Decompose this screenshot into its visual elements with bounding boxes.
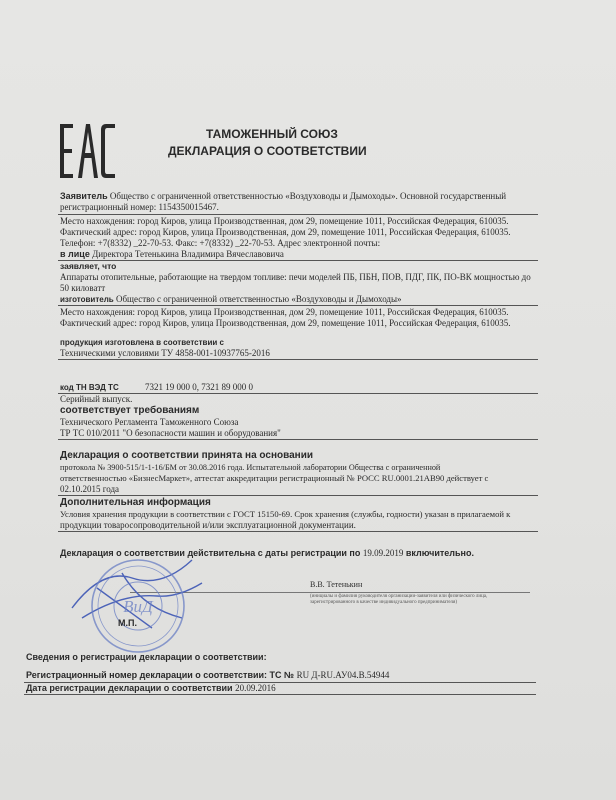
basis-line2: ответственностью «БизнесМаркет», аттестат аккредитации регистрационный № РОСС RU.0001.21АВ90 действует с bbox=[60, 473, 489, 483]
eac-logo-icon bbox=[60, 122, 116, 180]
additional-label: Дополнительная информация bbox=[60, 497, 211, 508]
requirements-line1: Технического Регламента Таможенного Союза bbox=[60, 417, 239, 427]
eac-logo bbox=[60, 122, 116, 180]
registration-number-value: RU Д-RU.АУ04.В.54944 bbox=[296, 670, 390, 680]
additional-line1: Условия хранения продукции в соответствии с ГОСТ 15150-69. Срок хранения (службы, годности) указан в прилагаемой к bbox=[60, 509, 511, 519]
requirements-label: соответствует требованиям bbox=[60, 405, 200, 416]
applicant-address: Место нахождения: город Киров, улица Производственная, дом 29, помещение 1011, Российская Федерация, 610035. bbox=[60, 216, 509, 226]
applicant-person-row bbox=[60, 249, 284, 260]
requirements-line2: ТР ТС 010/2011 "О безопасности машин и оборудования" bbox=[60, 428, 281, 438]
applicant-phone: Телефон: +7(8332) _22-70-53. Факс: +7(8332) _22-70-53. Адрес электронной почты: bbox=[60, 238, 381, 248]
applicant-person: Директора Тетенькина Владимира Вячеславовича bbox=[92, 249, 284, 259]
company-stamp bbox=[88, 556, 188, 656]
tnved-label: код ТН ВЭД ТС bbox=[60, 383, 119, 392]
validity-suffix: включительно. bbox=[405, 548, 474, 558]
manufacturer-actual-address: Фактический адрес: город Киров, улица Производственная, дом 29, помещение 1011, Российская Федерация, 610035. bbox=[60, 318, 511, 328]
tnved-value: 7321 19 000 0, 7321 89 000 0 bbox=[145, 382, 253, 392]
registration-number-label: Регистрационный номер декларации о соответствии: ТС № bbox=[26, 670, 295, 680]
declares-label: заявляет, что bbox=[60, 261, 117, 271]
signer-name: В.В. Тетенькин bbox=[310, 580, 363, 589]
applicant-label: Заявитель bbox=[60, 191, 108, 201]
stamp-center-text: ВиД bbox=[123, 597, 153, 616]
signer-caption: (инициалы и фамилия руководителя организации-заявителя или физического лица, зарегистрированного в качестве индивидуального предпринимателя) bbox=[310, 594, 488, 605]
registration-date-row bbox=[26, 683, 276, 694]
title-declaration: ДЕКЛАРАЦИЯ О СООТВЕТСТВИИ bbox=[168, 144, 367, 158]
declares-line2: 50 киловатт bbox=[60, 283, 106, 293]
applicant-person-label: в лице bbox=[60, 249, 90, 259]
registration-number-row bbox=[26, 670, 389, 681]
manufacturer-label: изготовитель bbox=[60, 295, 114, 304]
applicant-ogrn: регистрационный номер: 1154350015467. bbox=[60, 202, 219, 212]
applicant-name: Общество с ограниченной ответственностью «Воздуховоды и Дымоходы». Основной государственный bbox=[109, 191, 507, 201]
manufacturer-name: Общество с ограниченной ответственностью «Воздуховоды и Дымоходы» bbox=[115, 294, 402, 304]
validity-prefix: Декларация о соответствии действительна с даты регистрации по bbox=[60, 548, 361, 558]
registration-header: Сведения о регистрации декларации о соответствии: bbox=[26, 652, 267, 662]
validity-date: 19.09.2019 bbox=[362, 548, 404, 558]
serial-release: Серийный выпуск. bbox=[60, 394, 133, 404]
title-union: ТАМОЖЕННЫЙ СОЮЗ bbox=[206, 127, 338, 141]
basis-label: Декларация о соответствии принята на основании bbox=[60, 450, 314, 461]
basis-line1: протокола № 3900-515/1-1-16/БМ от 30.08.2016 года. Испытательной лаборатории Общества с ограниченной bbox=[60, 463, 441, 472]
production-value: Техническими условиями ТУ 4858-001-10937765-2016 bbox=[60, 348, 270, 358]
mp-label: М.П. bbox=[118, 618, 137, 628]
manufacturer-row bbox=[60, 294, 402, 305]
additional-line2: продукции товаросопроводительной и/или эксплуатационной документации. bbox=[60, 520, 356, 530]
declares-line1: Аппараты отопительные, работающие на твердом топливе: печи моделей ПБ, ПБН, ПОВ, ПДГ, ПК, ПО-ВК мощностью до bbox=[60, 272, 531, 282]
registration-date-value: 20.09.2016 bbox=[235, 683, 276, 693]
applicant-line1 bbox=[60, 191, 506, 202]
registration-date-label: Дата регистрации декларации о соответствии bbox=[26, 683, 233, 693]
applicant-actual-address: Фактический адрес: город Киров, улица Производственная, дом 29, помещение 1011, Российская Федерация, 610035. bbox=[60, 227, 511, 237]
manufacturer-address: Место нахождения: город Киров, улица Производственная, дом 29, помещение 1011, Российская Федерация, 610035. bbox=[60, 307, 509, 317]
production-label: продукция изготовлена в соответствии с bbox=[60, 338, 224, 347]
basis-line3: 02.10.2015 года bbox=[60, 484, 120, 494]
